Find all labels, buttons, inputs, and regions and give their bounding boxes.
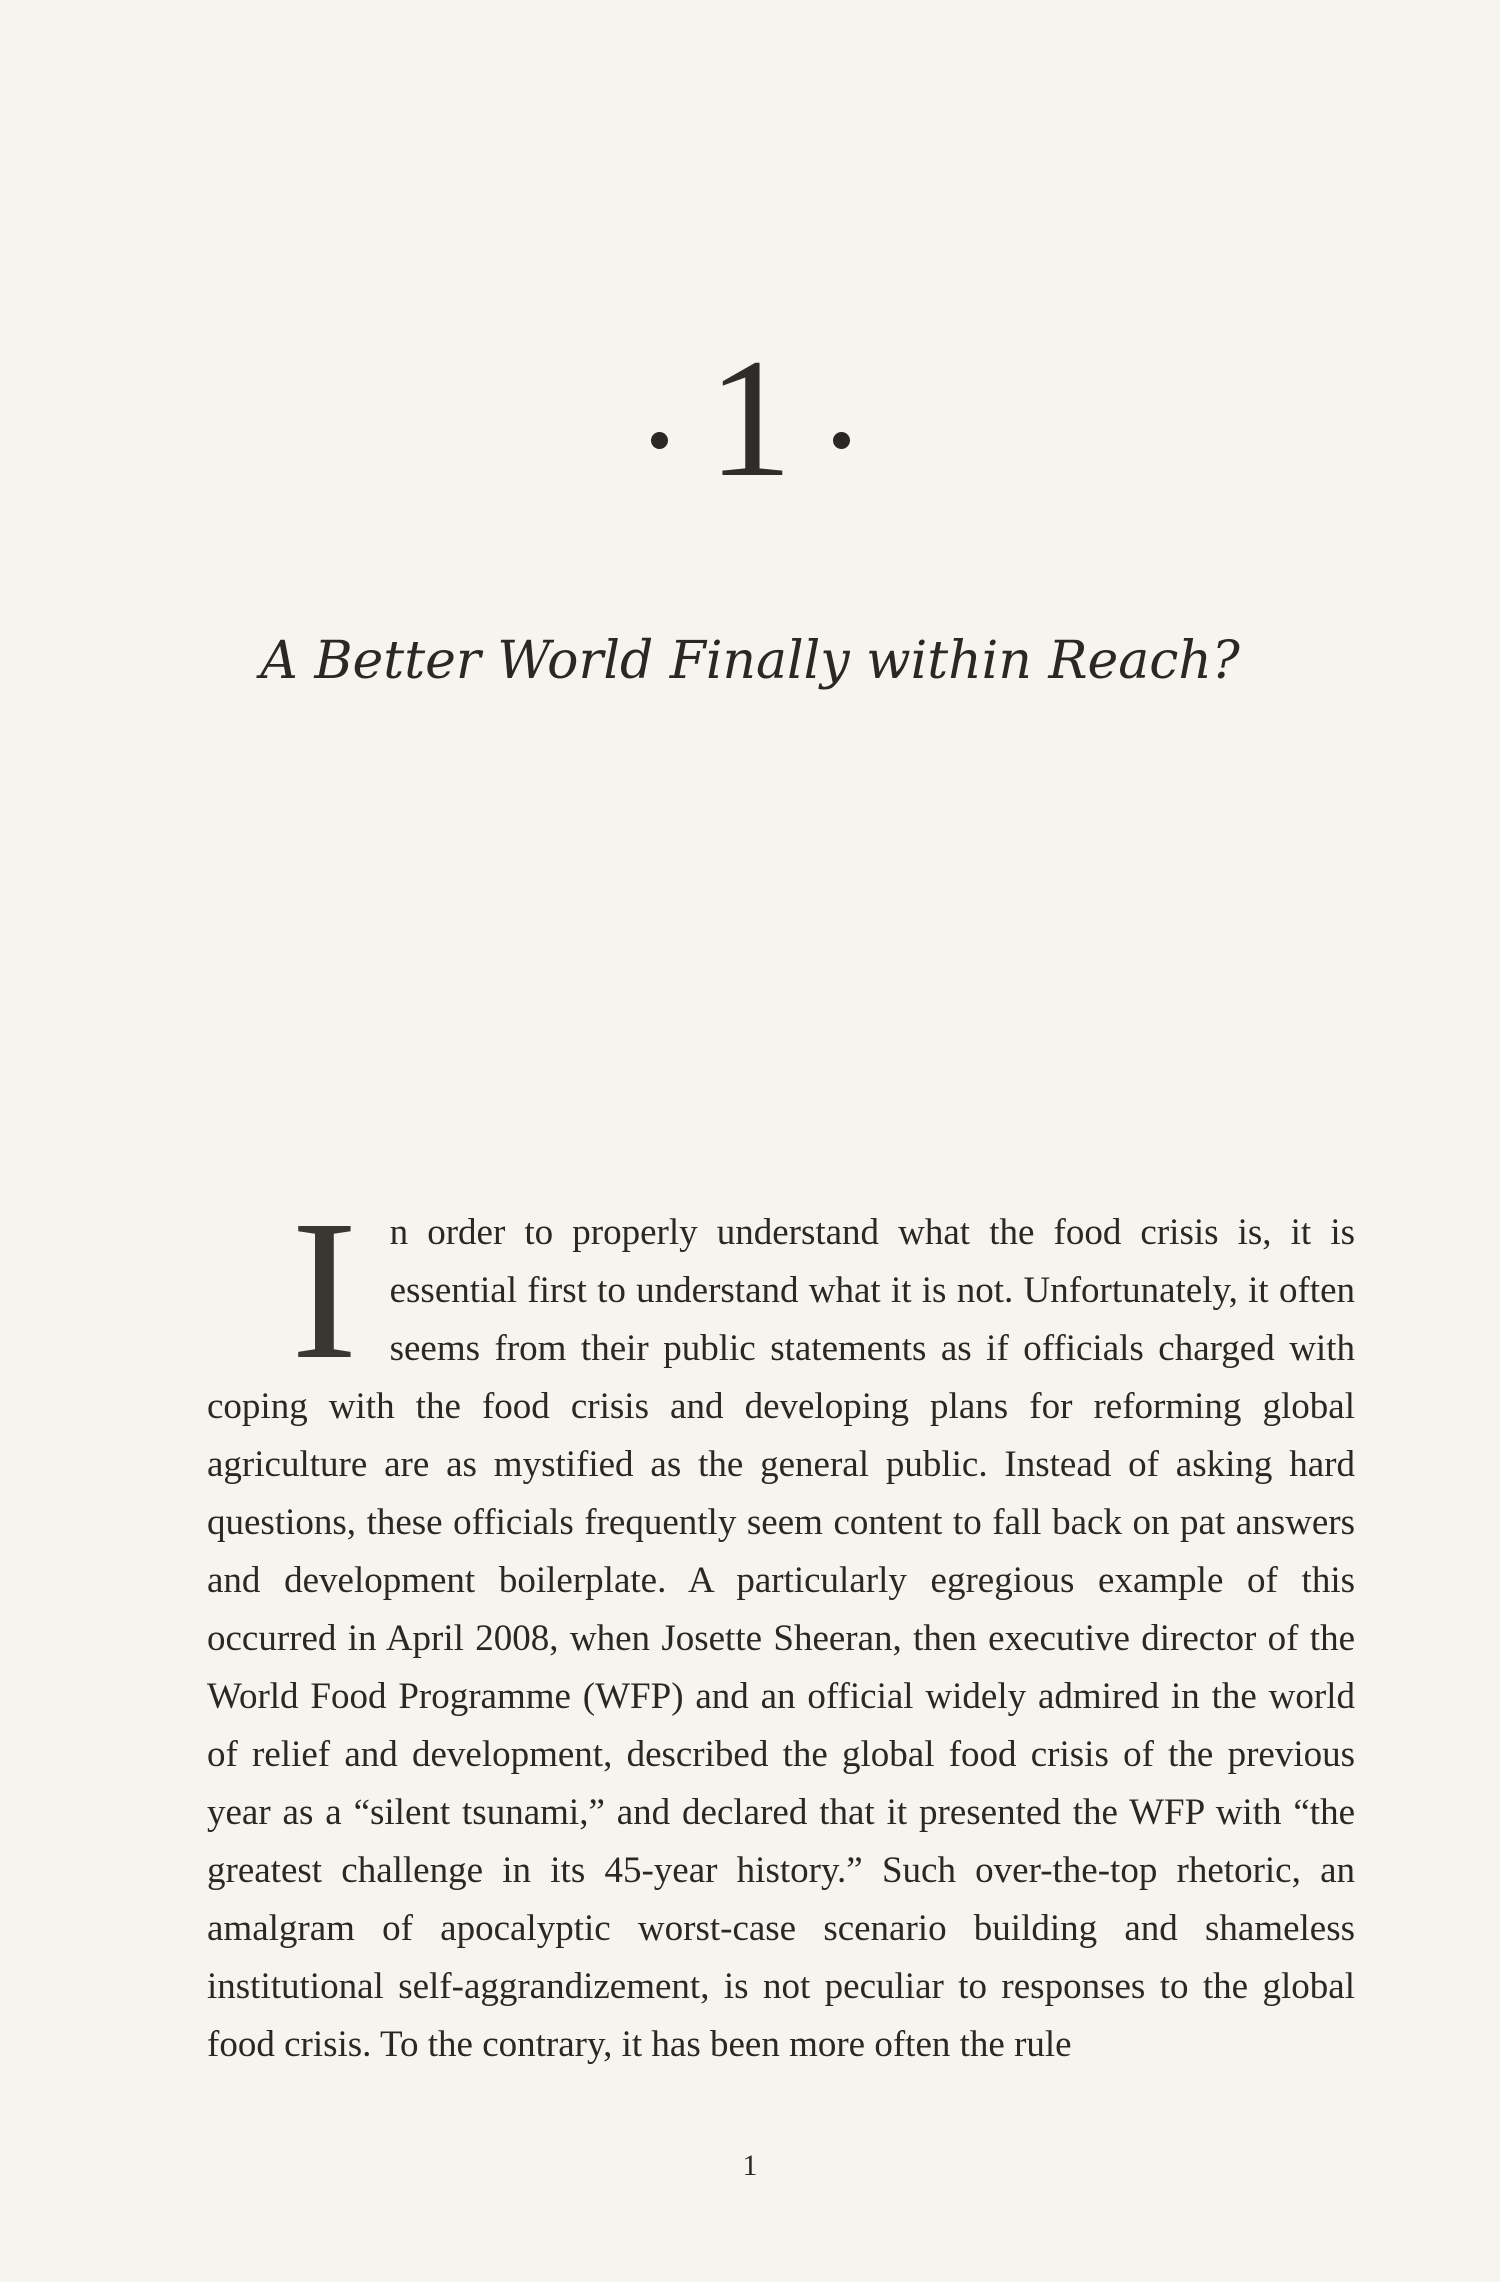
chapter-title: A Better World Finally within Reach?	[260, 631, 1240, 691]
body-paragraph	[207, 1180, 1355, 2074]
page-number: 1	[742, 2149, 758, 2182]
ornament-dot-right	[833, 432, 850, 449]
body-paragraph-text: n order to properly understand what the food crisis is, it is essential first to understand what it is not. Unfortunately, it often seems from their public statements as if officials charged with coping with the food crisis and developing plans for reforming global agriculture are as mystified as the general public. Instead of asking hard questions, these officials frequently seem content to fall back on pat answers and development boilerplate. A particularly egregious example of this occurred in April 2008, when Josette Sheeran, then executive director of the World Food Programme (WFP) and an official widely admired in the world of relief and development, described the global food crisis of the previous year as a “silent tsunami,” and declared that it presented the WFP with “the greatest challenge in its 45-year history.” Such over-the-top rhetoric, an amalgram of apocalyptic worst-case scenario building and shameless institutional self-aggrandizement, is not peculiar to responses to the global food crisis. To the contrary, it has been more often the rule	[207, 1212, 1355, 2065]
chapter-heading	[0, 318, 1500, 518]
chapter-number: 1	[707, 324, 793, 512]
drop-cap: I	[291, 1180, 358, 1401]
ornament-dot-left	[651, 432, 668, 449]
